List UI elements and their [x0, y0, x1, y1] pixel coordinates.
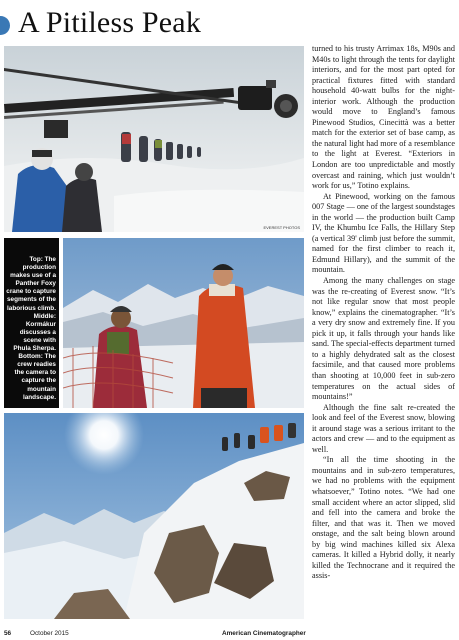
body-paragraph: At Pinewood, working on the famous 007 Stage — one of the largest soundstages in the world — the production built Camp IV, the Khumbu Ice Falls, the Hillary Step (a vertical 39' climb just before the summit, named for the first climber to reach it, Edmund Hillary), and the summit of the mountain.	[312, 191, 455, 275]
page-number: 56	[4, 630, 12, 637]
photo-director-sherpa	[63, 238, 304, 408]
photo-director-sherpa-image	[63, 238, 304, 408]
photo-credit: EVEREST PHOTOS	[263, 225, 300, 230]
body-paragraph: Among the many challenges on stage was the re-creating of Everest snow. “It’s not like regular snow that most people know,” explains the cinematographer. “It’s a very dry snow and extremely fine. If you pick it up, it falls through your hands like sand. The special-effects department turned to a highly dehydrated salt as the closest facsimile, and that caused more problems than shooting at 10,000 feet in sub-zero temperatures on the actual sides of mountains!”	[312, 276, 455, 402]
article-title: A Pitiless Peak	[18, 6, 202, 39]
body-paragraph: “In all the time shooting in the mountains and in sub-zero temperatures, we had no problems with the equipment whatsoever,” Totino notes. “We had one small accident where an actor slipped, slid and fell into the camera and broke the filter, and that was it. Then we moved onstage, and the salt being blown around by big wind machines killed six Alexa cameras. It killed a Hybrid dolly, it nearly killed the Technocrane and it required the assis-	[312, 455, 455, 581]
title-bar	[0, 4, 459, 38]
magazine-name: American Cinematographer	[222, 630, 306, 637]
body-paragraph: turned to his trusty Arrimax 18s, M90s and M40s to light through the tents for daylight interiors, and for the most part opted for practical fixtures fitted with standard household 40-watt bulbs for the night-interior work. Although the production would move to England’s famous Pinewood Studios, Cinecittà was a better match for the exterior set of base camp, as the natural light had more of a resemblance to the light at Everest. “Exteriors in London are too unpredictable and mostly overcast and raining, which just wouldn’t work for us,” Totino explains.	[312, 44, 455, 191]
article-body	[312, 44, 455, 624]
photo-crane-climb-image	[4, 46, 304, 232]
photo-crane-climb	[4, 46, 304, 232]
photo-caption: Top: The production makes use of a Panther Foxy crane to capture segments of the laborious climb. Middle: Kormákur discusses a scene with Phula Sherpa. Bottom: The crew readies the camera to capture the mountain landscape.	[6, 256, 56, 401]
issue-date: October 2015	[30, 630, 69, 637]
body-paragraph: Although the fine salt re-created the look and feel of the Everest snow, blowing it around stage was a serious irritant to the actors and crew — and to the equipment as well.	[312, 402, 455, 454]
caption-box	[4, 238, 59, 408]
photo-crew-landscape	[4, 413, 304, 619]
photo-crew-landscape-image	[4, 413, 304, 619]
title-marker-icon	[0, 16, 10, 35]
